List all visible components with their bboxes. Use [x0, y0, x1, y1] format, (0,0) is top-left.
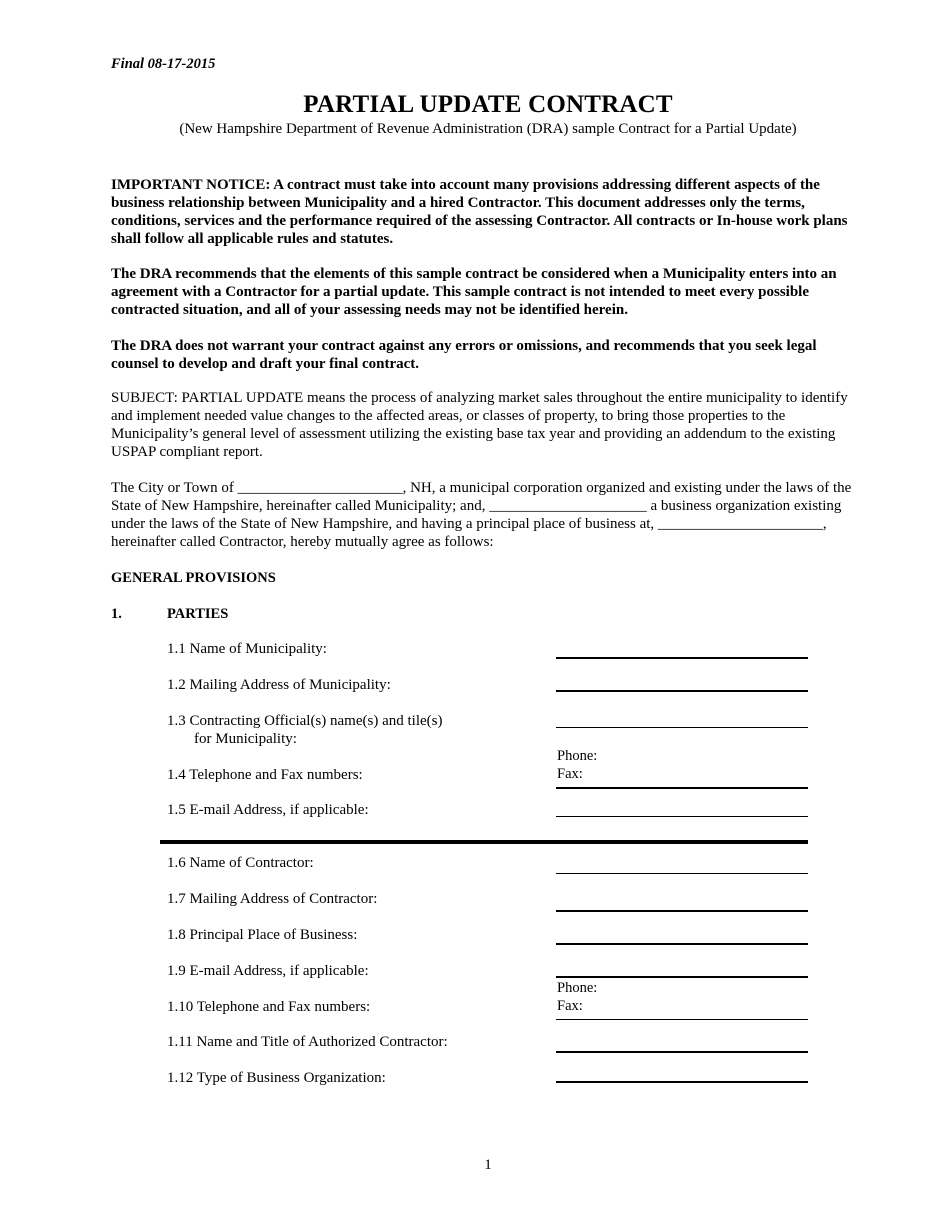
dra-disclaimer: The DRA does not warrant your contract against any errors or omissions, and recommends that you seek legal counsel to develop and draft your final contract.	[111, 338, 817, 372]
dra-recommendation: The DRA recommends that the elements of this sample contract be considered when a Municipality enters into an agreement with a Contractor for a partial update. This sample contract is not intended to meet every possible contracted situation, and all of your assessing needs may not be identified herein.	[111, 266, 837, 318]
item-1-7-label: 1.7 Mailing Address of Contractor:	[167, 891, 378, 907]
general-provisions-heading: GENERAL PROVISIONS	[111, 570, 276, 586]
item-1-5-label: 1.5 E-mail Address, if applicable:	[167, 802, 369, 818]
parties-number: 1.	[111, 606, 122, 622]
item-1-3-label-continued: for Municipality:	[194, 731, 297, 747]
item-1-10-fax-label: Fax:	[557, 998, 583, 1014]
item-1-3-field[interactable]	[556, 727, 808, 728]
item-1-12-field[interactable]	[556, 1081, 808, 1083]
item-1-4-fax-label: Fax:	[557, 766, 583, 782]
parties-heading: PARTIES	[167, 606, 229, 622]
item-1-12-label: 1.12 Type of Business Organization:	[167, 1070, 386, 1086]
page-subtitle: (New Hampshire Department of Revenue Administration (DRA) sample Contract for a Partial Update)	[179, 121, 797, 137]
item-1-2-label: 1.2 Mailing Address of Municipality:	[167, 677, 391, 693]
item-1-6-label: 1.6 Name of Contractor:	[167, 855, 314, 871]
item-1-7-field[interactable]	[556, 910, 808, 912]
item-1-8-label: 1.8 Principal Place of Business:	[167, 927, 358, 943]
item-1-11-field[interactable]	[556, 1051, 808, 1053]
item-1-3-label: 1.3 Contracting Official(s) name(s) and tile(s)	[167, 713, 443, 729]
page-title: PARTIAL UPDATE CONTRACT	[303, 91, 673, 118]
item-1-1-label: 1.1 Name of Municipality:	[167, 641, 327, 657]
important-notice: IMPORTANT NOTICE: A contract must take into account many provisions addressing different aspects of the business relationship between Municipality and a hired Contractor. This document addresses only the terms, conditions, services and the performance required of the assessing Contractor. All contracts or In-house work plans shall follow all applicable rules and statutes.	[111, 177, 848, 247]
item-1-9-label: 1.9 E-mail Address, if applicable:	[167, 963, 369, 979]
page-number: 1	[484, 1157, 492, 1173]
item-1-10-phone-label: Phone:	[557, 980, 598, 996]
item-1-11-label: 1.11 Name and Title of Authorized Contractor:	[167, 1034, 448, 1050]
item-1-10-field[interactable]	[556, 1019, 808, 1020]
item-1-10-label: 1.10 Telephone and Fax numbers:	[167, 999, 371, 1015]
item-1-1-field[interactable]	[556, 657, 808, 659]
item-1-6-field[interactable]	[556, 873, 808, 874]
item-1-4-field[interactable]	[556, 787, 808, 789]
item-1-4-phone-label: Phone:	[557, 748, 598, 764]
item-1-5-field[interactable]	[556, 816, 808, 817]
agreement-paragraph: The City or Town of ______________________, NH, a municipal corporation organized and existing under the laws of the State of New Hampshire, hereinafter called Municipality; and, _____________________ a business organization existing under the laws of the State of New Hampshire, and having a principal place of business at, ______________________, hereinafter called Contractor, hereby mutually agree as follows:	[111, 480, 852, 550]
item-1-8-field[interactable]	[556, 943, 808, 945]
revision-date: Final 08-17-2015	[111, 56, 216, 72]
subject-paragraph: SUBJECT: PARTIAL UPDATE means the process of analyzing market sales throughout the entire municipality to identify and implement needed value changes to the affected areas, or classes of property, to bring those properties to the Municipality’s general level of assessment utilizing the existing base tax year and providing an addendum to the existing USPAP compliant report.	[111, 390, 848, 460]
section-divider	[160, 840, 808, 844]
item-1-4-label: 1.4 Telephone and Fax numbers:	[167, 767, 363, 783]
item-1-9-field[interactable]	[556, 976, 808, 978]
item-1-2-field[interactable]	[556, 690, 808, 692]
